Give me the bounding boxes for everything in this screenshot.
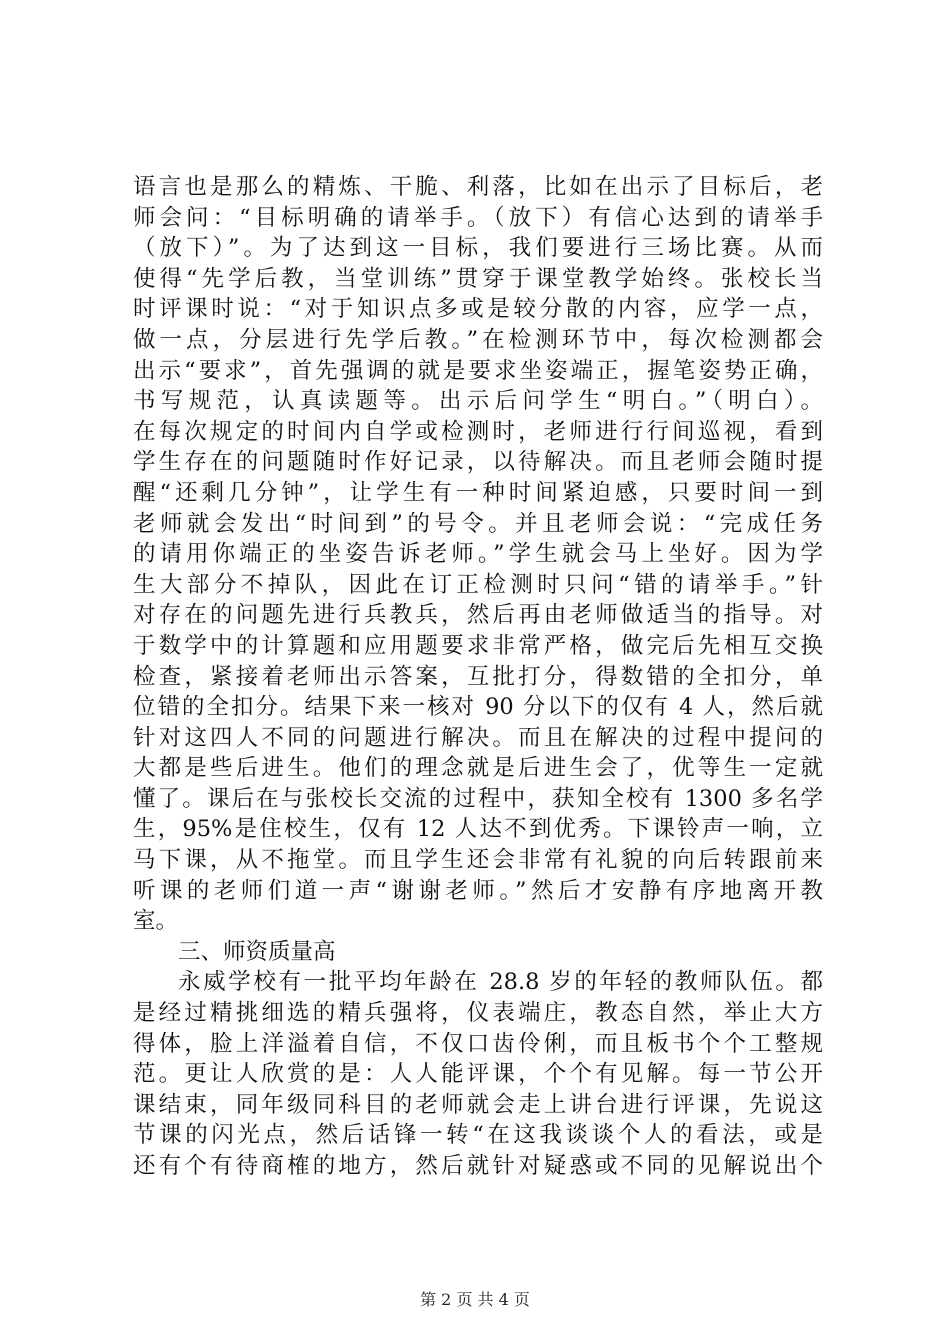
text-line: 在每次规定的时间内自学或检测时，老师进行行间巡视，看到 <box>133 418 823 445</box>
text-line: 课结束，同年级同科目的老师就会走上讲台进行评课，先说这 <box>133 1091 823 1118</box>
text-line: 马下课，从不拖堂。而且学生还会非常有礼貌的向后转跟前来 <box>133 847 823 874</box>
page-number-footer: 第 2 页 共 4 页 <box>420 1290 530 1309</box>
text-line: 永威学校有一批平均年龄在 28.8 岁的年轻的教师队伍。都 <box>178 969 823 996</box>
section-heading: 三、师资质量高 <box>178 938 336 965</box>
text-line: （放下）”。为了达到这一目标，我们要进行三场比赛。从而 <box>133 235 823 262</box>
text-line: 还有个有待商榷的地方，然后就针对疑惑或不同的见解说出个 <box>133 1153 823 1179</box>
text-line: 师会问：“目标明确的请举手。（放下）有信心达到的请举手 <box>133 204 823 231</box>
text-line: 书写规范，认真读题等。出示后问学生“明白。”（明白）。 <box>133 388 823 415</box>
text-line: 老师就会发出“时间到”的号令。并且老师会说：“完成任务 <box>133 510 823 537</box>
text-line: 范。更让人欣赏的是：人人能评课，个个有见解。每一节公开 <box>133 1061 823 1088</box>
text-line: 懂了。课后在与张校长交流的过程中，获知全校有 1300 多名学 <box>133 785 823 812</box>
text-line: 语言也是那么的精炼、干脆、利落，比如在出示了目标后，老 <box>133 174 823 200</box>
text-line: 大都是些后进生。他们的理念就是后进生会了，优等生一定就 <box>133 755 823 782</box>
text-line: 生大部分不掉队，因此在订正检测时只问“错的请举手。”针 <box>133 571 823 598</box>
text-line: 得体，脸上洋溢着自信，不仅口齿伶俐，而且板书个个工整规 <box>133 1030 823 1057</box>
document-body <box>133 172 823 1182</box>
text-line: 使得“先学后教，当堂训练”贯穿于课堂教学始终。张校长当 <box>133 265 823 292</box>
text-line: 学生存在的问题随时作好记录，以待解决。而且老师会随时提 <box>133 449 823 476</box>
text-line: 针对这四人不同的问题进行解决。而且在解决的过程中提问的 <box>133 724 823 751</box>
text-line: 出示“要求”，首先强调的就是要求坐姿端正，握笔姿势正确， <box>133 357 823 384</box>
text-line: 节课的闪光点，然后话锋一转“在这我谈谈个人的看法，或是 <box>133 1122 823 1149</box>
text-line: 对存在的问题先进行兵教兵，然后再由老师做适当的指导。对 <box>133 602 823 629</box>
text-line: 听课的老师们道一声“谢谢老师。”然后才安静有序地离开教 <box>133 877 823 904</box>
text-line: 是经过精挑细选的精兵强将，仪表端庄，教态自然，举止大方 <box>133 1000 823 1027</box>
text-line: 醒“还剩几分钟”，让学生有一种时间紧迫感，只要时间一到 <box>133 479 823 506</box>
text-line: 位错的全扣分。结果下来一核对 90 分以下的仅有 4 人，然后就 <box>133 694 823 721</box>
text-line: 的请用你端正的坐姿告诉老师。”学生就会马上坐好。因为学 <box>133 541 823 568</box>
text-line: 时评课时说：“对于知识点多或是较分散的内容，应学一点， <box>133 296 823 323</box>
text-line: 检查，紧接着老师出示答案，互批打分，得数错的全扣分，单 <box>133 663 823 690</box>
text-line: 于数学中的计算题和应用题要求非常严格，做完后先相互交换 <box>133 632 823 659</box>
text-line: 做一点，分层进行先学后教。”在检测环节中，每次检测都会 <box>133 326 823 353</box>
text-line: 生，95%是住校生，仅有 12 人达不到优秀。下课铃声一响，立 <box>133 816 823 843</box>
text-line: 室。 <box>133 908 179 935</box>
